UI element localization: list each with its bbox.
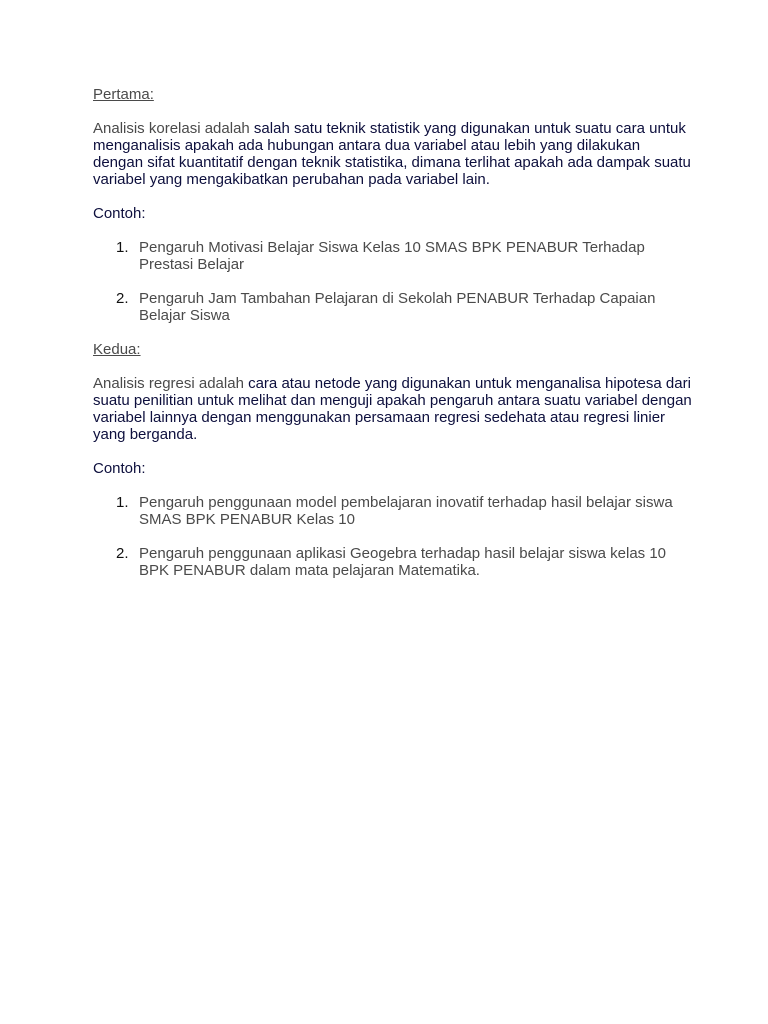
definition-regresi: cara atau netode yang digunakan untuk menganalisa hipotesa dari suatu penilitian untuk melihat dan menguji apakah pengaruh antara suatu variabel dengan variabel lainnya dengan menggunakan persamaan regresi sedehata atau regresi linier yang berganda. xyxy=(93,375,692,443)
section-heading-kedua: Kedua: xyxy=(93,341,141,358)
list-item xyxy=(93,290,693,324)
spacer xyxy=(93,358,693,375)
list-item-text: Pengaruh Motivasi Belajar Siswa Kelas 10 SMAS BPK PENABUR Terhadap Prestasi Belajar xyxy=(139,239,645,273)
list-item xyxy=(93,494,693,528)
spacer xyxy=(93,103,693,120)
spacer xyxy=(93,443,693,460)
spacer xyxy=(93,188,693,205)
example-list-regresi xyxy=(93,494,693,579)
example-label: Contoh: xyxy=(93,460,146,477)
list-item xyxy=(93,545,693,579)
list-number: 2. xyxy=(116,290,129,307)
definition-korelasi: salah satu teknik statistik yang digunakan untuk suatu cara untuk menganalisis apakah ada hubungan antara dua variabel atau lebih yang dilakukan dengan sifat kuantitatif dengan teknik statistika, dimana terlihat apakah ada dampak suatu variabel yang mengakibatkan perubahan pada variabel lain. xyxy=(93,120,691,188)
example-list-korelasi xyxy=(93,239,693,324)
list-number: 2. xyxy=(116,545,129,562)
list-item xyxy=(93,239,693,273)
example-label: Contoh: xyxy=(93,205,146,222)
term-korelasi: Analisis korelasi adalah xyxy=(93,120,254,137)
list-item-text: Pengaruh Jam Tambahan Pelajaran di Sekolah PENABUR Terhadap Capaian Belajar Siswa xyxy=(139,290,656,324)
term-regresi: Analisis regresi adalah xyxy=(93,375,249,392)
list-item-text: Pengaruh penggunaan model pembelajaran inovatif terhadap hasil belajar siswa SMAS BPK PENABUR Kelas 10 xyxy=(139,494,673,528)
section-heading-pertama: Pertama: xyxy=(93,86,154,103)
document-page xyxy=(93,86,693,579)
regression-definition xyxy=(93,375,693,443)
correlation-definition xyxy=(93,120,693,188)
list-number: 1. xyxy=(116,494,129,511)
spacer xyxy=(93,528,693,545)
spacer xyxy=(93,222,693,239)
spacer xyxy=(93,477,693,494)
list-item-text: Pengaruh penggunaan aplikasi Geogebra terhadap hasil belajar siswa kelas 10 BPK PENABUR dalam mata pelajaran Matematika. xyxy=(139,545,667,579)
spacer xyxy=(93,324,693,341)
spacer xyxy=(93,273,693,290)
list-number: 1. xyxy=(116,239,129,256)
